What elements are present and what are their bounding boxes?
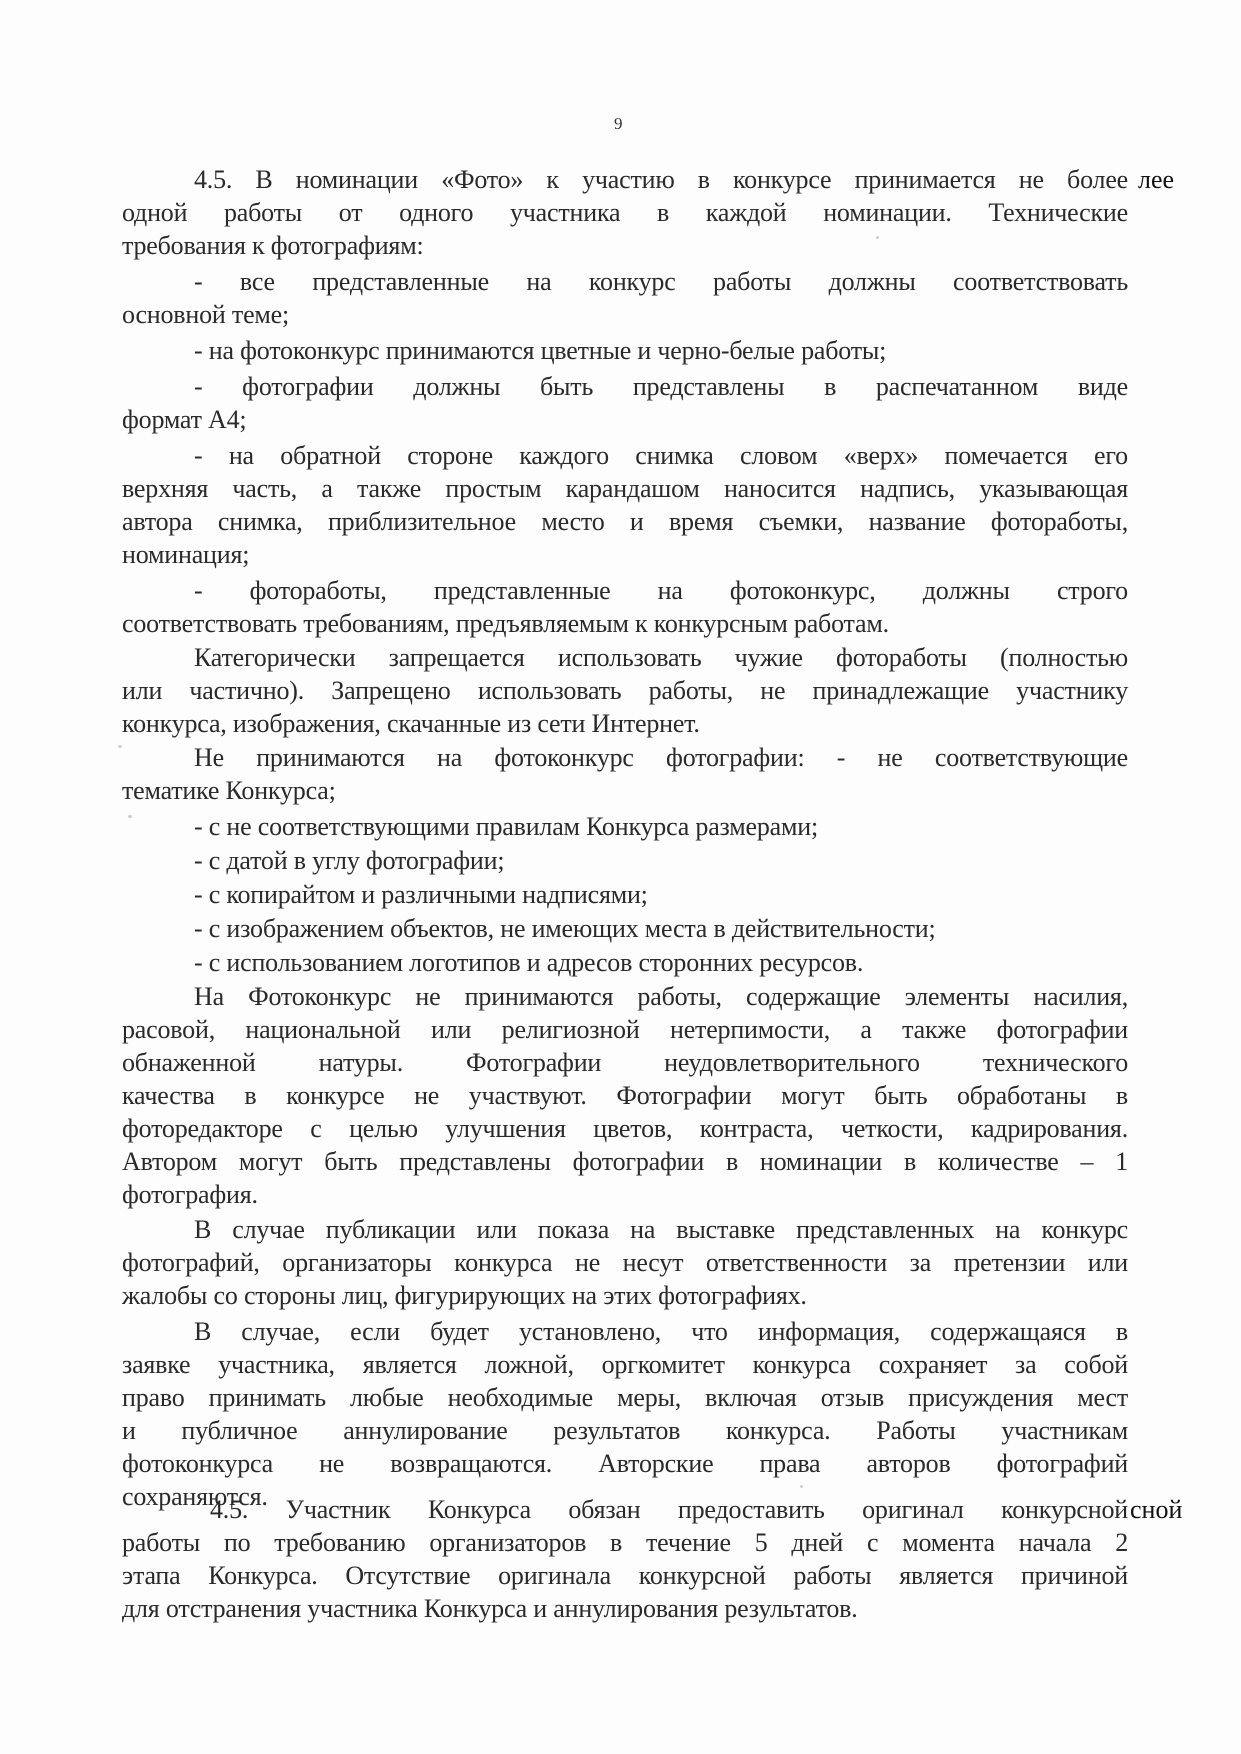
scan-speck [118,745,122,748]
paragraph-line: для отстранения участника Конкурса и аннулирования результатов. [122,1594,858,1623]
paragraph-line: На Фотоконкурс не принимаются работы, содержащие элементы насилия, [194,982,1128,1011]
list-item-line: - с изображением объектов, не имеющих места в действительности; [194,914,936,943]
paragraph-line: фотография. [122,1180,258,1209]
list-item-line: верхняя часть, а также простым карандашом наносится надпись, указывающая [122,474,1128,503]
paragraph-line: и публичное аннулирование результатов конкурса. Работы участникам [122,1416,1128,1445]
list-item-line: формат А4; [122,405,247,434]
paragraph-line: В случае, если будет установлено, что информация, содержащаяся в [194,1317,1128,1346]
scan-speck [876,236,879,239]
paragraph-line: требования к фотографиям: [122,231,424,260]
paragraph-line: одной работы от одного участника в каждой номинации. Технические [122,198,1128,227]
scan-speck [800,1485,803,1488]
list-item-line: автора снимка, приблизительное место и время съемки, название фотоработы, [122,507,1128,536]
margin-fragment-top: лее [1138,165,1175,194]
scan-speck [128,815,132,818]
paragraph-line: Не принимаются на фотоконкурс фотографии: - не соответствующие [194,743,1128,772]
paragraph-line: Автором могут быть представлены фотографии в номинации в количестве – 1 [122,1147,1128,1176]
list-item-line: - на обратной стороне каждого снимка словом «верх» помечается его [194,441,1128,470]
list-item-line: соответствовать требованиям, предъявляемым к конкурсным работам. [122,609,889,638]
list-item-line: - на фотоконкурс принимаются цветные и черно-белые работы; [194,336,887,365]
paragraph-line: жалобы со стороны лиц, фигурирующих на этих фотографиях. [122,1281,807,1310]
list-item-line: - фотоработы, представленные на фотоконкурс, должны строго [194,576,1128,605]
list-item-line: - с датой в углу фотографии; [194,846,505,875]
list-item-line: - с использованием логотипов и адресов сторонних ресурсов. [194,948,864,977]
paragraph-line: этапа Конкурса. Отсутствие оригинала конкурсной работы является причиной [122,1561,1128,1590]
paragraph-line: качества в конкурсе не участвуют. Фотографии могут быть обработаны в [122,1081,1128,1110]
list-item-line: основной теме; [122,300,290,329]
page-number: 9 [614,114,623,133]
paragraph-line: фотографий, организаторы конкурса не несут ответственности за претензии или [122,1248,1128,1277]
paragraph-line: работы по требованию организаторов в течение 5 дней с момента начала 2 [122,1528,1128,1557]
paragraph-line: 4.5. В номинации «Фото» к участию в конкурсе принимается не более [194,165,1128,194]
paragraph-line: заявке участника, является ложной, оргкомитет конкурса сохраняет за собой [122,1350,1128,1379]
list-item-line: - фотографии должны быть представлены в распечатанном виде [194,372,1128,401]
paragraph-line: фоторедакторе с целью улучшения цветов, контраста, четкости, кадрирования. [122,1114,1128,1143]
paragraph-line: В случае публикации или показа на выставке представленных на конкурс [194,1215,1128,1244]
paragraph-line: расовой, национальной или религиозной нетерпимости, а также фотографии [122,1015,1128,1044]
paragraph-line: тематике Конкурса; [122,776,336,805]
paragraph-line: конкурса, изображения, скачанные из сети Интернет. [122,709,700,738]
paragraph-line: или частично). Запрещено использовать работы, не принадлежащие участнику [122,676,1128,705]
list-item-line: номинация; [122,540,250,569]
list-item-line: - с не соответствующими правилам Конкурса размерами; [194,812,818,841]
margin-fragment-bottom: сной [1130,1495,1183,1524]
paragraph-line: Категорически запрещается использовать чужие фотоработы (полностью [194,643,1128,672]
paragraph-line: обнаженной натуры. Фотографии неудовлетворительного технического [122,1048,1128,1077]
paragraph-line: фотоконкурса не возвращаются. Авторские права авторов фотографий [122,1449,1128,1478]
list-item-line: - с копирайтом и различными надписями; [194,880,648,909]
list-item-line: - все представленные на конкурс работы должны соответствовать [194,267,1128,296]
paragraph-line: сохраняются. [122,1482,268,1511]
paragraph-line: 4.5. Участник Конкурса обязан предоставить оригинал конкурсной [210,1495,1128,1524]
paragraph-line: право принимать любые необходимые меры, включая отзыв присуждения мест [122,1383,1128,1412]
